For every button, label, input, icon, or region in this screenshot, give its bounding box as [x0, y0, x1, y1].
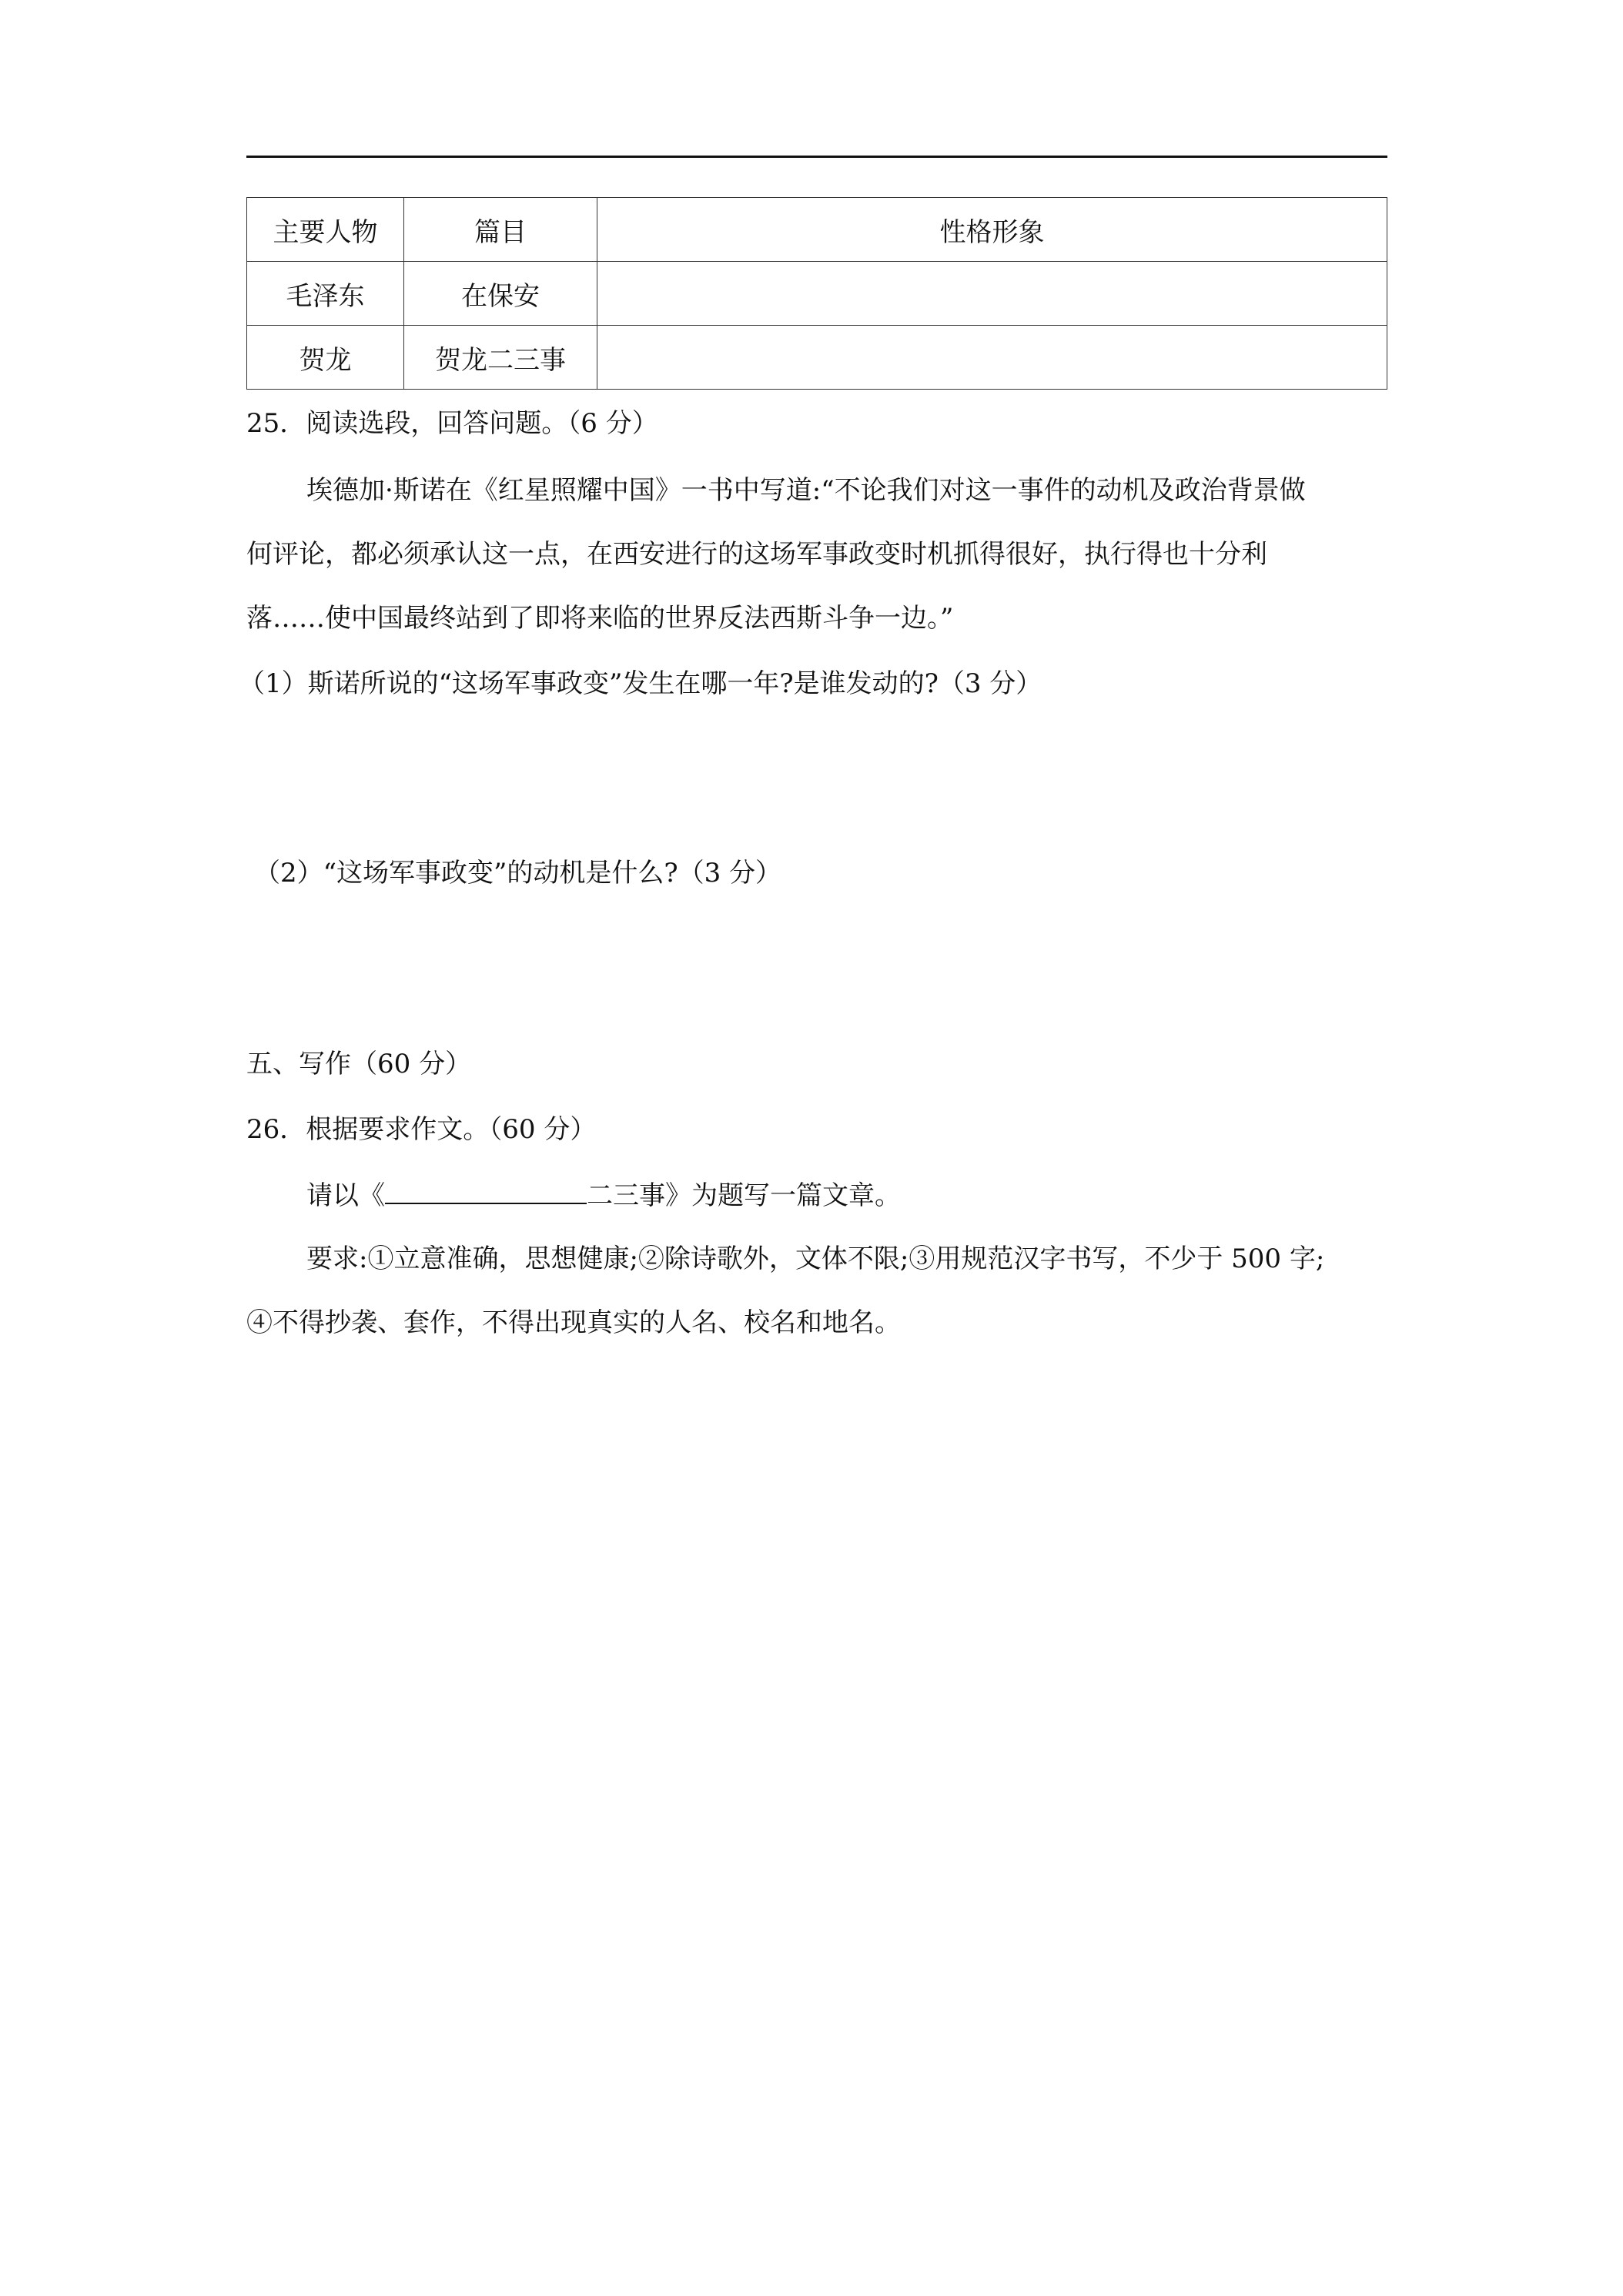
header-rule — [246, 156, 1387, 158]
character-table — [246, 197, 1387, 390]
passage-line: 何评论，都必须承认这一点，在西安进行的这场军事政变时机抓得很好，执行得也十分利 — [246, 539, 1267, 570]
passage-line: 落……使中国最终站到了即将来临的世界反法西斯斗争一边。” — [246, 603, 954, 634]
answer-cell[interactable] — [597, 262, 1387, 326]
table-cell: 毛泽东 — [247, 262, 404, 326]
essay-prompt-suffix: 二三事》为题写一篇文章。 — [587, 1180, 901, 1211]
answer-cell[interactable] — [597, 326, 1387, 390]
requirement-line: ④不得抄袭、套作，不得出现真实的人名、校名和地名。 — [246, 1307, 901, 1338]
table-cell: 在保安 — [404, 262, 597, 326]
table-cell: 贺龙 — [247, 326, 404, 390]
table-header-cell: 篇目 — [404, 198, 597, 262]
passage-line: 埃德加·斯诺在《红星照耀中国》一书中写道:“不论我们对这一事件的动机及政治背景做 — [306, 475, 1306, 506]
requirement-line: 要求:①立意准确，思想健康;②除诗歌外，文体不限;③用规范汉字书写，不少于 500 字; — [306, 1243, 1325, 1274]
essay-prompt-prefix: 请以《 — [306, 1180, 385, 1211]
table-row — [247, 326, 1387, 390]
sub-question-2: （2）“这场军事政变”的动机是什么?（3 分） — [254, 858, 782, 889]
title-blank[interactable] — [385, 1180, 587, 1204]
table-header-row — [247, 198, 1387, 262]
sub-question-1: （1）斯诺所说的“这场军事政变”发生在哪一年?是谁发动的?（3 分） — [239, 668, 1042, 699]
question-26-title: 26．根据要求作文。（60 分） — [246, 1114, 597, 1145]
table-row — [247, 262, 1387, 326]
table-cell: 贺龙二三事 — [404, 326, 597, 390]
essay-prompt — [306, 1180, 901, 1211]
table-header-cell: 性格形象 — [597, 198, 1387, 262]
question-25-title: 25．阅读选段，回答问题。（6 分） — [246, 408, 658, 439]
section-5-title: 五、写作（60 分） — [246, 1049, 472, 1079]
table-header-cell: 主要人物 — [247, 198, 404, 262]
